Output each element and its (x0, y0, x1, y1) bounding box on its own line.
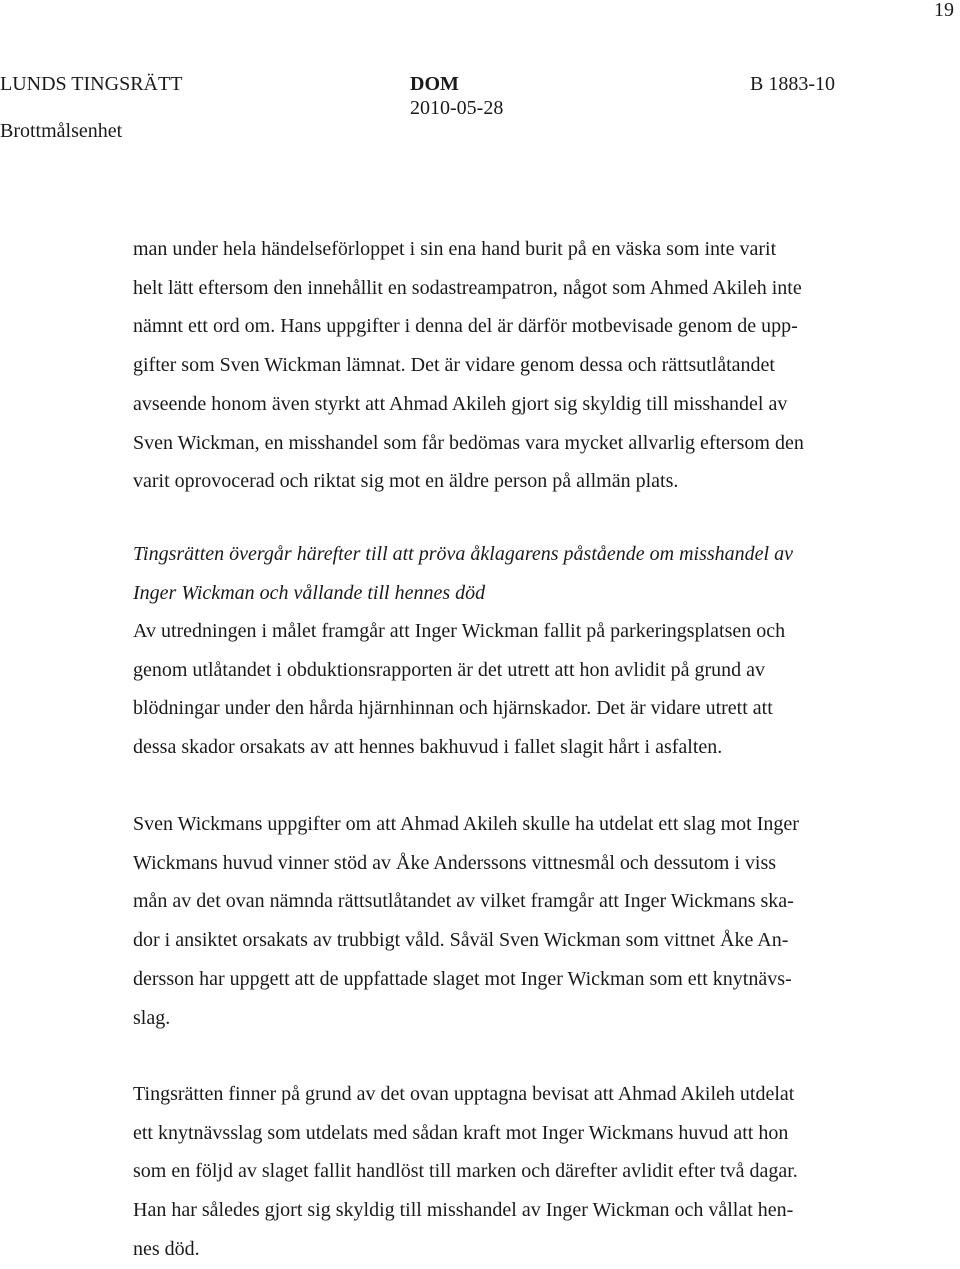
text-line: Sven Wickman, en misshandel som får bedömas vara mycket allvarlig eftersom den (133, 431, 804, 454)
text-line: Tingsrätten finner på grund av det ovan upptagna bevisat att Ahmad Akileh utdelat (133, 1083, 795, 1105)
document-type: DOM (410, 73, 459, 95)
text-line: som en följd av slaget fallit handlöst till marken och därefter avlidit efter två dagar. (133, 1160, 798, 1183)
text-line: varit oprovocerad och riktat sig mot en äldre person på allmän plats. (133, 470, 679, 493)
text-line: dessa skador orsakats av att hennes bakhuvud i fallet slagit hårt i asfalten. (133, 736, 723, 759)
text-line: Wickmans huvud vinner stöd av Åke Anderssons vittnesmål och dessutom i viss (133, 851, 777, 874)
text-line: nes död. (133, 1237, 200, 1260)
text-line: ett knytnävsslag som utdelats med sådan kraft mot Inger Wickmans huvud att hon (133, 1121, 789, 1144)
text-line: avseende honom även styrkt att Ahmad Akileh gjort sig skyldig till misshandel av (133, 392, 788, 415)
text-line: Sven Wickmans uppgifter om att Ahmad Akileh skulle ha utdelat ett slag mot Inger (133, 813, 799, 835)
section-heading (133, 535, 893, 612)
case-number: B 1883-10 (750, 73, 835, 95)
page-number: 19 (934, 0, 954, 21)
text-line: slag. (133, 1006, 171, 1029)
document-date: 2010-05-28 (410, 97, 504, 119)
paragraph-1 (133, 230, 893, 501)
heading-line: Inger Wickman och vållande till hennes död (133, 581, 486, 604)
text-line: gifter som Sven Wickman lämnat. Det är vidare genom dessa och rättsutlåtandet (133, 354, 775, 377)
heading-line: Tingsrätten övergår härefter till att pröva åklagarens påstående om misshandel av (133, 543, 793, 565)
text-line: mån av det ovan nämnda rättsutlåtandet av vilket framgår att Inger Wickmans ska- (133, 890, 794, 913)
text-line: man under hela händelseförloppet i sin ena hand burit på en väska som inte varit (133, 238, 777, 260)
text-line: Av utredningen i målet framgår att Inger Wickman fallit på parkeringsplatsen och (133, 620, 786, 642)
text-line: Han har således gjort sig skyldig till misshandel av Inger Wickman och vållat hen- (133, 1199, 794, 1222)
paragraph-2 (133, 612, 893, 767)
text-line: genom utlåtandet i obduktionsrapporten är det utrett att hon avlidit på grund av (133, 658, 766, 681)
paragraph-4 (133, 1075, 893, 1269)
text-line: blödningar under den hårda hjärnhinnan och hjärnskador. Det är vidare utrett att (133, 697, 773, 720)
court-unit: Brottmålsenhet (0, 120, 123, 142)
text-line: helt lätt eftersom den innehållit en sodastreampatron, något som Ahmed Akileh inte (133, 276, 802, 299)
paragraph-3 (133, 805, 893, 1037)
text-line: nämnt ett ord om. Hans uppgifter i denna del är därför motbevisade genom de upp- (133, 315, 798, 338)
court-name: LUNDS TINGSRÄTT (0, 73, 183, 95)
text-line: dersson har uppgett att de uppfattade slaget mot Inger Wickman som ett knytnävs- (133, 967, 792, 990)
text-line: dor i ansiktet orsakats av trubbigt våld. Såväl Sven Wickman som vittnet Åke An- (133, 929, 789, 952)
